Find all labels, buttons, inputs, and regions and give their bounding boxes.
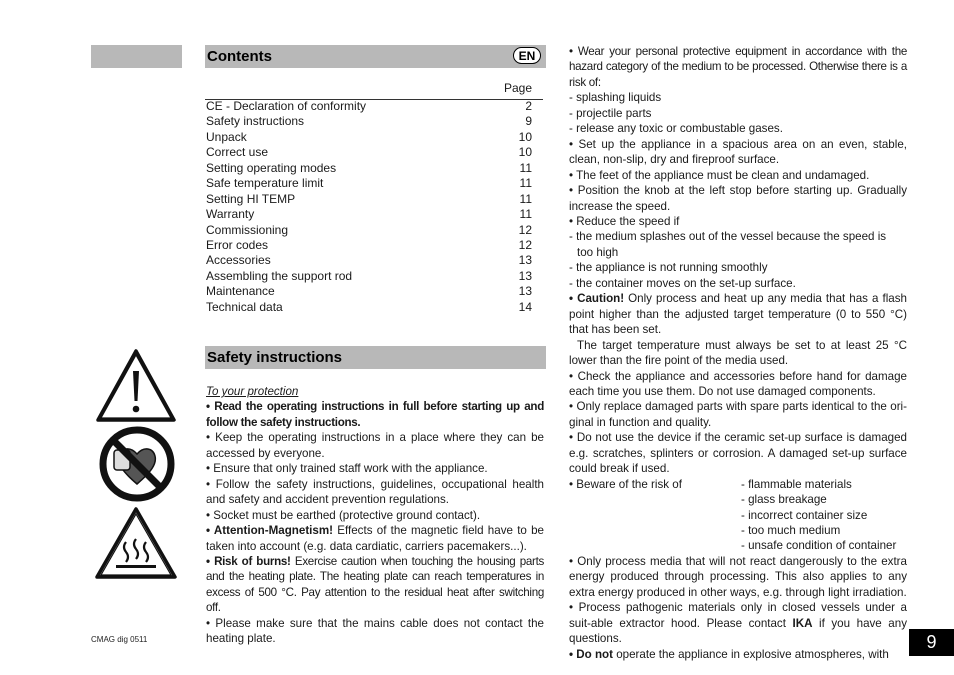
- toc-row: [206, 114, 532, 129]
- right-reduce-moves: - the container moves on the set-up surface.: [569, 276, 796, 290]
- right-reactive-media: • Only process media that will not react dangerously to the extra energy produced through processing. This also applies to any extra energy produced in other ways, e.g. through light irradiation.: [569, 554, 907, 599]
- magnetism-text: Effects of the magnetic field have to be taken into account (e.g. data cardiatic, carriers pacemakers...).: [206, 524, 544, 553]
- safety-title: Safety instructions: [207, 349, 343, 366]
- toc-row: [206, 207, 532, 222]
- safety-subtitle: To your protection: [206, 385, 299, 398]
- toc-row: [206, 145, 532, 160]
- contents-heading: [205, 45, 546, 68]
- toc-entry-page: 10: [518, 145, 532, 160]
- page-number: 9: [909, 629, 954, 656]
- toc-entry-page: 2: [525, 99, 532, 113]
- toc-entry-page: 14: [518, 299, 532, 314]
- right-check-damage: • Check the appliance and accessories before hand for damage each time you use them. Do not use damaged components.: [569, 369, 907, 398]
- toc-entry-label: Setting operating modes: [206, 160, 337, 175]
- right-risk-projectile: - projectile parts: [569, 106, 652, 120]
- toc-row: [206, 130, 532, 145]
- explosive-text: operate the appliance in explosive atmospheres, with: [612, 647, 889, 661]
- right-caution: [569, 291, 907, 337]
- toc-entry-page: 10: [518, 129, 532, 144]
- safety-item-follow: • Follow the safety instructions, guidelines, occupational health and safety and accident prevention regulations.: [206, 477, 544, 507]
- right-reduce-speed: • Reduce the speed if: [569, 214, 680, 228]
- toc-row: [206, 253, 532, 268]
- ika-name: IKA: [792, 616, 813, 630]
- right-reduce-splash: - the medium splashes out of the vessel because the speed is: [569, 230, 887, 244]
- beware-item: - too much medium: [741, 524, 841, 537]
- beware-label: • Beware of the risk of: [569, 477, 682, 491]
- general-warning-icon: [94, 347, 178, 424]
- safety-heading: [205, 346, 546, 369]
- right-feet: • The feet of the appliance must be clean and undamaged.: [569, 168, 870, 182]
- toc-row: [206, 300, 532, 315]
- no-pacemaker-icon: [97, 424, 177, 504]
- pathogenic-text-b: if you have any questions.: [569, 616, 907, 646]
- right-risk-gases: - release any toxic or combustable gases.: [569, 122, 783, 136]
- toc-entry-page: 13: [518, 268, 532, 283]
- contents-title: Contents: [207, 48, 272, 65]
- toc-entry-label: Maintenance: [206, 284, 275, 299]
- beware-row: [569, 538, 907, 553]
- right-pathogenic: [569, 600, 907, 646]
- right-target-temp: The target temperature must always be set to at least 25 °C lower than the fire point of the media used.: [569, 338, 907, 368]
- caution-text: Only process and heat up any media that has a flash point higher than the adjusted target temperature (0 to 550 °C) that has been set.: [569, 292, 907, 337]
- toc-entry-label: Correct use: [206, 145, 269, 160]
- pathogenic-text-a: • Process pathogenic materials only in closed vessels under a suit-able extractor hood. Please contact: [569, 601, 907, 630]
- toc-row: [206, 223, 532, 238]
- toc-page-label: Page: [503, 81, 532, 95]
- beware-row: [569, 508, 907, 523]
- toc-entry-page: 11: [519, 191, 532, 206]
- toc-entry-page: 12: [518, 237, 532, 252]
- toc-entry-label: Assembling the support rod: [206, 268, 353, 283]
- beware-item: - unsafe condition of container: [741, 539, 897, 553]
- toc-entry-label: Safe temperature limit: [206, 176, 324, 191]
- document-code: CMAG dig 0511: [91, 635, 148, 644]
- safety-item-read: • Read the operating instructions in full before starting up and follow the safety instructions.: [206, 400, 544, 429]
- toc-entry-page: 9: [525, 114, 532, 129]
- safety-text-left: [206, 384, 544, 647]
- toc-entry-page: 11: [519, 160, 532, 175]
- safety-item-burns: [206, 554, 544, 616]
- toc-entry-label: Error codes: [206, 237, 269, 252]
- safety-item-magnetism: [206, 523, 544, 554]
- right-replace-parts: • Only replace damaged parts with spare parts identical to the ori-ginal in function and quality.: [569, 400, 907, 429]
- toc-entry-label: Technical data: [206, 299, 283, 314]
- toc-entry-label: Warranty: [206, 207, 255, 222]
- magnetism-label: • Attention-Magnetism!: [206, 524, 334, 538]
- safety-text-right: [569, 44, 907, 662]
- safety-item-socket: • Socket must be earthed (protective ground contact).: [206, 508, 481, 522]
- toc-row: [206, 284, 532, 299]
- margin-grey-bar: [91, 45, 182, 68]
- right-ppe: • Wear your personal protective equipment in accordance with the hazard category of the medium to be processed. Otherwise there is a risk of:: [569, 45, 907, 89]
- toc-entry-label: Accessories: [206, 253, 271, 268]
- toc-row: [206, 269, 532, 284]
- right-reduce-smooth: - the appliance is not running smoothly: [569, 261, 768, 275]
- safety-item-staff: • Ensure that only trained staff work with the appliance.: [206, 462, 488, 476]
- language-badge: EN: [513, 47, 541, 64]
- right-ceramic-surface: • Do not use the device if the ceramic set-up surface is damaged e.g. scratches, splinters or corrosion. A damaged set-up surface could break if used.: [569, 431, 907, 476]
- toc-entry-page: 13: [518, 284, 532, 299]
- hot-surface-icon: [94, 506, 178, 580]
- toc-entry-label: CE - Declaration of conformity: [206, 99, 367, 113]
- toc-entry-page: 13: [518, 253, 532, 268]
- beware-item: - incorrect container size: [741, 508, 868, 522]
- caution-label: • Caution!: [569, 292, 625, 306]
- toc-row: [206, 176, 532, 191]
- beware-row: [569, 477, 907, 492]
- toc-entry-page: 11: [519, 207, 532, 222]
- toc-row: [206, 161, 532, 176]
- beware-list: [569, 477, 907, 554]
- right-explosive: [569, 647, 907, 662]
- right-setup-area: • Set up the appliance in a spacious area on an even, stable, clean, non-slip, dry and fireproof surface.: [569, 137, 907, 167]
- toc-entry-label: Setting HI TEMP: [206, 191, 296, 206]
- right-risk-splash: - splashing liquids: [569, 91, 662, 105]
- beware-item: - flammable materials: [741, 477, 852, 491]
- table-of-contents: [206, 99, 532, 315]
- toc-entry-page: 12: [518, 222, 532, 237]
- safety-item-cable: • Please make sure that the mains cable does not contact the heating plate.: [206, 616, 544, 646]
- toc-entry-label: Safety instructions: [206, 114, 305, 129]
- beware-row: [569, 523, 907, 538]
- toc-row: [206, 238, 532, 253]
- beware-row: [569, 492, 907, 507]
- toc-row: [206, 99, 532, 114]
- right-knob: • Position the knob at the left stop before starting up. Gradually increase the speed.: [569, 184, 907, 213]
- right-reduce-splash-cont: too high: [577, 245, 619, 259]
- toc-entry-page: 11: [519, 176, 532, 191]
- do-not-label: • Do not: [569, 647, 613, 661]
- safety-item-keep: • Keep the operating instructions in a place where they can be accessed by everyone.: [206, 431, 544, 460]
- burns-text: Exercise caution when touching the housing parts and the heating plate. The heating plate can reach temperatures in excess of 500 °C. Pay attention to the residual heat after switching off.: [206, 554, 545, 615]
- toc-entry-label: Unpack: [206, 129, 247, 144]
- burns-label: • Risk of burns!: [206, 554, 291, 568]
- toc-entry-label: Commissioning: [206, 222, 289, 237]
- beware-item: - glass breakage: [741, 493, 827, 507]
- toc-row: [206, 192, 532, 207]
